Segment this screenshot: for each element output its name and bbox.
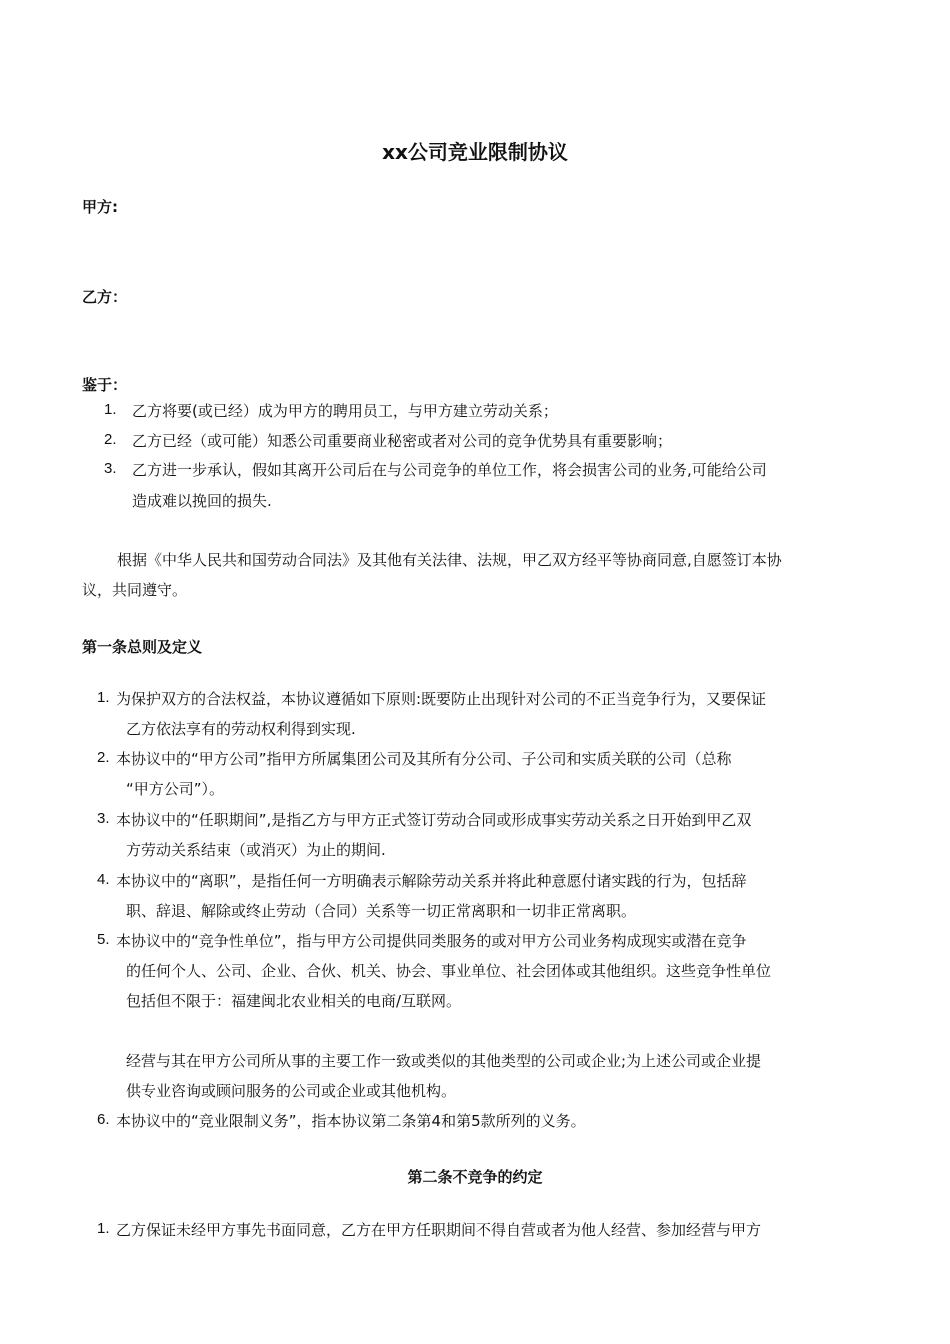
article-1-item-number: 4. bbox=[97, 871, 110, 888]
intro-paragraph-line: 议，共同遵守。 bbox=[82, 581, 188, 599]
article-1-item-text-continued: 的任何个人、公司、企业、合伙、机关、协会、事业单位、社会团体或其他组织。这些竞争性单位 bbox=[126, 962, 772, 980]
article-1-item-text: 本协议中的“离职”，是指任何一方明确表示解除劳动关系并将此种意愿付诸实践的行为，包括辞 bbox=[116, 872, 747, 890]
article-1-item-number: 3. bbox=[97, 810, 110, 827]
whereas-item-number: 1. bbox=[104, 401, 117, 418]
whereas-item-text: 乙方进一步承认，假如其离开公司后在与公司竞争的单位工作，将会损害公司的业务,可能给公司 bbox=[132, 461, 767, 479]
article-2-item-number: 1. bbox=[97, 1220, 110, 1237]
whereas-label: 鉴于： bbox=[82, 376, 128, 394]
article-1-item-text: 本协议中的“任职期间”,是指乙方与甲方正式签订劳动合同或形成事实劳动关系之日开始到甲乙双 bbox=[116, 811, 752, 829]
intro-paragraph-line: 根据《中华人民共和国劳动合同法》及其他有关法律、法规，甲乙双方经平等协商同意,自愿签订本协 bbox=[117, 551, 782, 569]
article-1-item-text-continued: 包括但不限于：福建闽北农业相关的电商/互联网。 bbox=[126, 992, 462, 1010]
party-a-label: 甲方: bbox=[82, 198, 118, 216]
article-1-paragraph-line: 供专业咨询或顾问服务的公司或企业或其他机构。 bbox=[126, 1082, 457, 1100]
article-1-item-number: 6. bbox=[97, 1111, 110, 1128]
article-1-item-text-continued: “甲方公司”）。 bbox=[126, 780, 225, 798]
document-title: xx公司竞业限制协议 bbox=[382, 140, 568, 164]
whereas-item-number: 2. bbox=[104, 431, 117, 448]
article-1-item-text-continued: 方劳动关系结束（或消灭）为止的期间. bbox=[126, 841, 386, 859]
article-2-item-text: 乙方保证未经甲方事先书面同意，乙方在甲方任职期间不得自营或者为他人经营、参加经营与甲方 bbox=[116, 1221, 762, 1239]
whereas-item-text: 乙方已经（或可能）知悉公司重要商业秘密或者对公司的竞争优势具有重要影响； bbox=[132, 432, 673, 450]
article-1-paragraph-line: 经营与其在甲方公司所从事的主要工作一致或类似的其他类型的公司或企业;为上述公司或企业提 bbox=[126, 1052, 762, 1070]
article-2-heading: 第二条不竞争的约定 bbox=[407, 1168, 543, 1186]
article-1-heading: 第一条总则及定义 bbox=[82, 638, 203, 656]
article-1-item-number: 5. bbox=[97, 931, 110, 948]
article-1-item-number: 2. bbox=[97, 749, 110, 766]
article-1-item-number: 1. bbox=[97, 689, 110, 706]
whereas-item-text: 乙方将要(或已经）成为甲方的聘用员工，与甲方建立劳动关系； bbox=[132, 402, 558, 420]
article-1-item-text: 本协议中的“甲方公司”指甲方所属集团公司及其所有分公司、子公司和实质关联的公司（总称 bbox=[116, 750, 732, 768]
article-1-item-text-continued: 乙方依法享有的劳动权利得到实现. bbox=[126, 720, 356, 738]
article-1-item-text: 本协议中的“竞争性单位”，指与甲方公司提供同类服务的或对甲方公司业务构成现实或潜在竞争 bbox=[116, 932, 747, 950]
whereas-item-number: 3. bbox=[104, 460, 117, 477]
party-b-label: 乙方： bbox=[82, 288, 128, 306]
whereas-item-text-continued: 造成难以挽回的损失. bbox=[132, 492, 272, 510]
article-1-item-text: 本协议中的“竞业限制义务”，指本协议第二条第4和第5款所列的义务。 bbox=[116, 1112, 586, 1130]
article-1-item-text-continued: 职、辞退、解除或终止劳动（合同）关系等一切正常离职和一切非正常离职。 bbox=[126, 902, 637, 920]
article-1-item-text: 为保护双方的合法权益，本协议遵循如下原则:既要防止出现针对公司的不正当竞争行为，又要保证 bbox=[116, 690, 767, 708]
